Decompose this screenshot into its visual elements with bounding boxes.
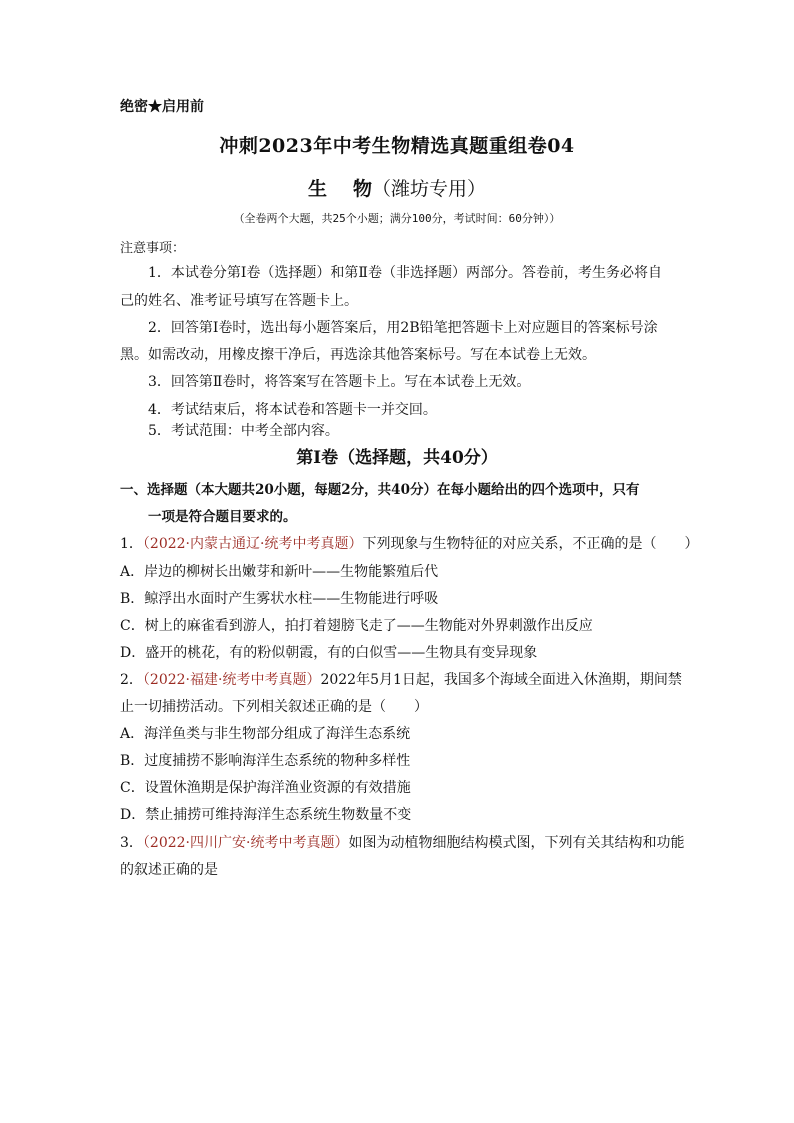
question-text: 2022年5月1日起，我国多个海域全面进入休渔期，期间禁 <box>320 672 682 688</box>
question-2-option-d: D．禁止捕捞可维持海洋生态系统生物数量不变 <box>120 807 412 823</box>
subtitle-char-2: 物 <box>352 178 372 200</box>
question-3-stem-line-1 <box>120 833 684 853</box>
section-instruction-line-2: 一项是符合题目要求的。 <box>148 509 297 525</box>
question-1-stem <box>120 534 698 554</box>
question-1-option-a: A．岸边的柳树长出嫩芽和新叶——生物能繁殖后代 <box>120 564 439 580</box>
question-2-option-c: C．设置休渔期是保护海洋渔业资源的有效措施 <box>120 780 411 796</box>
exam-subtitle <box>0 174 794 201</box>
note-5: 5．考试范围：中考全部内容。 <box>148 423 339 439</box>
question-2-stem-line-1 <box>120 670 682 690</box>
question-1-option-b: B．鲸浮出水面时产生雾状水柱——生物能进行呼吸 <box>120 591 439 607</box>
note-2-line-2: 黑。如需改动，用橡皮擦干净后，再选涂其他答案标号。写在本试卷上无效。 <box>120 347 596 363</box>
question-source: （2022·内蒙古通辽·统考中考真题） <box>142 536 363 552</box>
subtitle-region: （潍坊专用） <box>372 178 487 200</box>
confidential-label: 绝密★启用前 <box>120 99 204 115</box>
question-1-option-d: D．盛开的桃花，有的粉似朝霞，有的白似雪——生物具有变异现象 <box>120 645 538 661</box>
note-1-line-1: 1．本试卷分第Ⅰ卷（选择题）和第Ⅱ卷（非选择题）两部分。答卷前，考生务必将自 <box>148 265 662 281</box>
question-2-option-b: B．过度捕捞不影响海洋生态系统的物种多样性 <box>120 753 411 769</box>
section-instruction-line-1: 一、选择题（本大题共20小题，每题2分，共40分）在每小题给出的四个选项中，只有 <box>120 482 640 498</box>
question-2-option-a: A．海洋鱼类与非生物部分组成了海洋生态系统 <box>120 726 411 742</box>
question-text: 如图为动植物细胞结构模式图，下列有关其结构和功能 <box>348 835 685 851</box>
question-number: 1． <box>120 536 143 552</box>
question-text: 下列现象与生物特征的对应关系，不正确的是（ ） <box>362 536 699 552</box>
question-3-stem-line-2: 的叙述正确的是 <box>120 862 218 878</box>
exam-title: 冲刺2023年中考生物精选真题重组卷04 <box>219 135 575 157</box>
note-4: 4．考试结束后，将本试卷和答题卡一并交回。 <box>148 402 437 418</box>
question-1-option-c: C．树上的麻雀看到游人，拍打着翅膀飞走了——生物能对外界刺激作出反应 <box>120 618 593 634</box>
note-3: 3．回答第Ⅱ卷时，将答案写在答题卡上。写在本试卷上无效。 <box>148 374 531 390</box>
question-2-stem-line-2: 止一切捕捞活动。下列相关叙述正确的是（ ） <box>120 699 428 715</box>
question-number: 3． <box>120 835 143 851</box>
question-number: 2． <box>120 672 143 688</box>
subtitle-char-1: 生 <box>307 178 327 200</box>
exam-meta: （全卷两个大题，共25个小题；满分100分，考试时间：60分钟）） <box>233 212 561 225</box>
notes-heading: 注意事项： <box>120 241 186 256</box>
note-2-line-1: 2．回答第Ⅰ卷时，选出每小题答案后，用2B铅笔把答题卡上对应题目的答案标号涂 <box>148 320 658 336</box>
section-title: 第Ⅰ卷（选择题，共40分） <box>296 448 498 468</box>
note-1-line-2: 己的姓名、准考证号填写在答题卡上。 <box>120 293 358 309</box>
question-source: （2022·福建·统考中考真题） <box>142 672 321 688</box>
question-source: （2022·四川广安·统考中考真题） <box>142 835 349 851</box>
